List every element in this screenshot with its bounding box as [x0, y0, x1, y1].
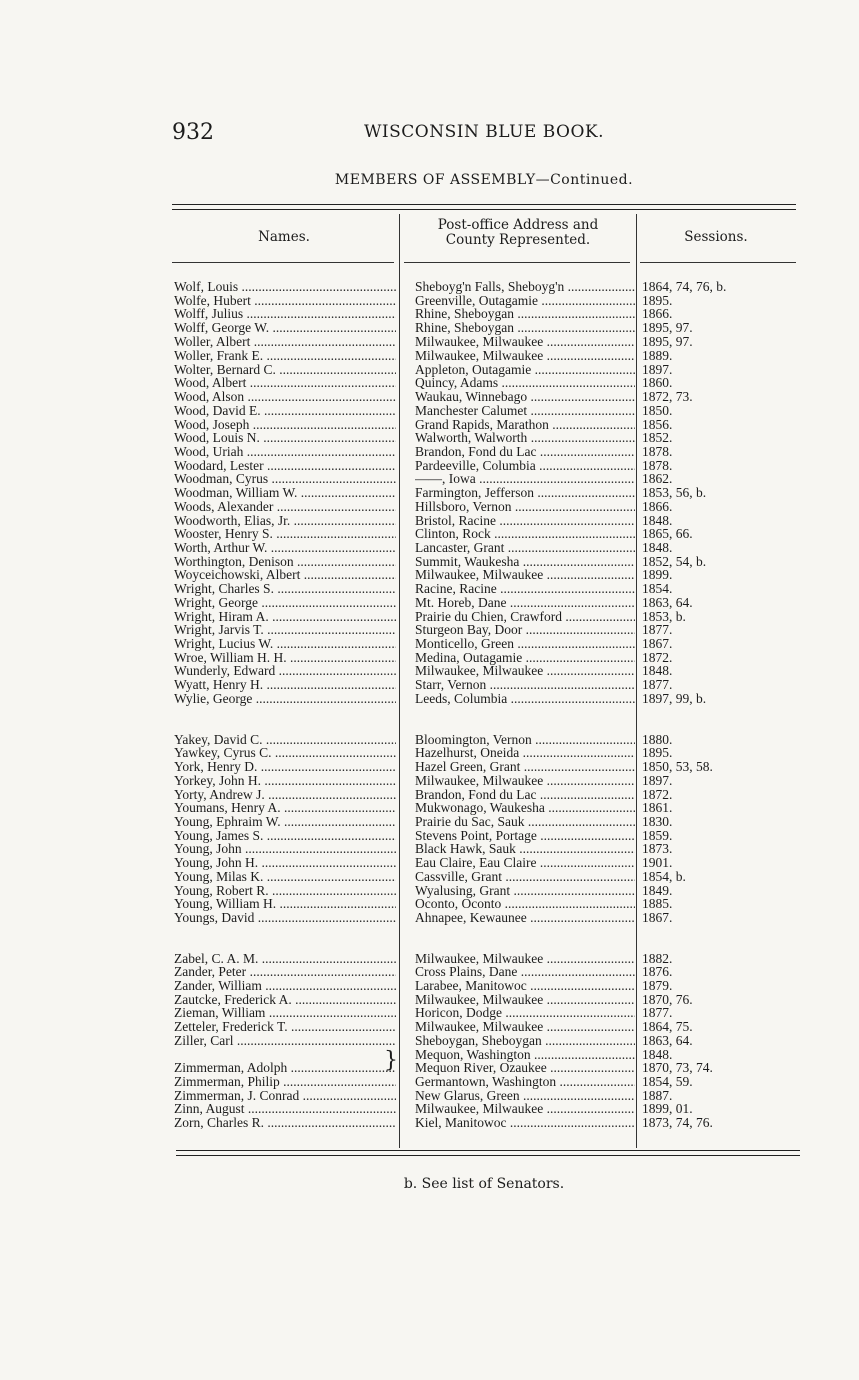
table-row — [0, 555, 859, 569]
member-address: Hillsboro, Vernon ..... — [415, 500, 635, 514]
member-sessions: 1897, 99, b. — [642, 692, 707, 706]
member-name: Zetteler, Frederick T. ..... — [174, 1020, 396, 1034]
member-name: Zimmerman, J. Conrad ..... — [174, 1089, 396, 1103]
member-sessions: 1899. — [642, 568, 673, 582]
table-row — [0, 829, 859, 843]
member-address: Monticello, Green ..... — [415, 637, 635, 651]
member-sessions: 1895. — [642, 746, 673, 760]
member-address: Medina, Outagamie ..... — [415, 651, 635, 665]
member-name: Wunderly, Edward ..... — [174, 664, 396, 678]
member-sessions: 1873. — [642, 842, 673, 856]
table-row — [0, 321, 859, 335]
table-row — [0, 979, 859, 993]
table-row — [0, 884, 859, 898]
member-address: Lancaster, Grant ..... — [415, 541, 635, 555]
member-address: Milwaukee, Milwaukee ..... — [415, 664, 635, 678]
table-row — [0, 733, 859, 747]
member-sessions: 1895, 97. — [642, 321, 693, 335]
member-name: Wyatt, Henry H. ..... — [174, 678, 396, 692]
table-row — [0, 1089, 859, 1103]
table-row — [0, 445, 859, 459]
member-name: Wright, Hiram A. ..... — [174, 610, 396, 624]
member-sessions: 1848. — [642, 541, 673, 555]
member-sessions: 1901. — [642, 856, 673, 870]
member-name: Zieman, William ..... — [174, 1006, 396, 1020]
member-sessions: 1862. — [642, 472, 673, 486]
column-header-address — [402, 218, 634, 248]
member-address: Farmington, Jefferson ..... — [415, 486, 635, 500]
member-name: Zabel, C. A. M. ..... — [174, 952, 396, 966]
member-address: Hazel Green, Grant ..... — [415, 760, 635, 774]
member-address: Brandon, Fond du Lac ..... — [415, 445, 635, 459]
member-sessions: 1897. — [642, 774, 673, 788]
brace-icon: } — [384, 1048, 398, 1073]
member-address: Quincy, Adams ..... — [415, 376, 635, 390]
member-address: Waukau, Winnebago ..... — [415, 390, 635, 404]
member-address: Milwaukee, Milwaukee ..... — [415, 993, 635, 1007]
member-address: Larabee, Manitowoc ..... — [415, 979, 635, 993]
member-sessions: 1870, 76. — [642, 993, 693, 1007]
member-address: Eau Claire, Eau Claire ..... — [415, 856, 635, 870]
member-address: Germantown, Washington ..... — [415, 1075, 635, 1089]
table-row — [0, 459, 859, 473]
member-sessions: 1873, 74, 76. — [642, 1116, 713, 1130]
member-sessions: 1866. — [642, 500, 673, 514]
column-header-address-line2: County Represented. — [445, 232, 591, 248]
member-sessions: 1863, 64. — [642, 1034, 693, 1048]
member-address: Milwaukee, Milwaukee ..... — [415, 568, 635, 582]
table-row — [0, 431, 859, 445]
table-row — [0, 349, 859, 363]
table-row — [0, 280, 859, 294]
member-name: Zinn, August ..... — [174, 1102, 396, 1116]
member-sessions: 1872. — [642, 788, 673, 802]
table-row — [0, 993, 859, 1007]
member-name: Wylie, George ..... — [174, 692, 396, 706]
table-row — [0, 760, 859, 774]
member-sessions: 1830. — [642, 815, 673, 829]
member-name: Wright, Charles S. ..... — [174, 582, 396, 596]
member-address: Prairie du Sac, Sauk ..... — [415, 815, 635, 829]
table-row — [0, 952, 859, 966]
member-name: Woyceichowski, Albert ..... — [174, 568, 396, 582]
table-row — [0, 623, 859, 637]
table-row — [0, 376, 859, 390]
member-sessions: 1848. — [642, 1048, 673, 1062]
member-name: Youmans, Henry A. ..... — [174, 801, 396, 815]
table-row — [0, 596, 859, 610]
member-address: Wyalusing, Grant ..... — [415, 884, 635, 898]
column-header-names: Names. — [258, 229, 310, 245]
member-name: Woodman, Cyrus ..... — [174, 472, 396, 486]
member-name: Wood, Alson ..... — [174, 390, 396, 404]
table-row — [0, 664, 859, 678]
member-name: Woodworth, Elias, Jr. ..... — [174, 514, 396, 528]
table-row — [0, 541, 859, 555]
member-name: Yorty, Andrew J. ..... — [174, 788, 396, 802]
member-address: Starr, Vernon ..... — [415, 678, 635, 692]
table-row — [0, 500, 859, 514]
member-sessions: 1856. — [642, 418, 673, 432]
member-name: Zander, William ..... — [174, 979, 396, 993]
table-row — [0, 815, 859, 829]
table-row — [0, 363, 859, 377]
member-name: Wolf, Louis ..... — [174, 280, 396, 294]
member-name: Worth, Arthur W. ..... — [174, 541, 396, 555]
member-name: Wolter, Bernard C. ..... — [174, 363, 396, 377]
member-sessions: 1853, b. — [642, 610, 686, 624]
member-sessions: 1852. — [642, 431, 673, 445]
member-name: Yawkey, Cyrus C. ..... — [174, 746, 396, 760]
book-title: WISCONSIN BLUE BOOK. — [363, 122, 605, 142]
member-address: Prairie du Chien, Crawford ..... — [415, 610, 635, 624]
member-address: Leeds, Columbia ..... — [415, 692, 635, 706]
table-row — [0, 1075, 859, 1089]
member-address: Bloomington, Vernon ..... — [415, 733, 635, 747]
member-address: Cassville, Grant ..... — [415, 870, 635, 884]
member-sessions: 1850, 53, 58. — [642, 760, 713, 774]
member-address: Sturgeon Bay, Door ..... — [415, 623, 635, 637]
member-address: Bristol, Racine ..... — [415, 514, 635, 528]
member-name: Woller, Albert ..... — [174, 335, 396, 349]
member-address: Pardeeville, Columbia ..... — [415, 459, 635, 473]
top-rule — [172, 204, 796, 205]
table-row — [0, 568, 859, 582]
table-row — [0, 678, 859, 692]
member-name: Yakey, David C. ..... — [174, 733, 396, 747]
member-address: Kiel, Manitowoc ..... — [415, 1116, 635, 1130]
member-sessions: 1864, 74, 76, b. — [642, 280, 727, 294]
member-address: Milwaukee, Milwaukee ..... — [415, 1102, 635, 1116]
member-sessions: 1854, b. — [642, 870, 686, 884]
member-sessions: 1861. — [642, 801, 673, 815]
member-name: Woodman, William W. ..... — [174, 486, 396, 500]
member-name: York, Henry D. ..... — [174, 760, 396, 774]
member-address: ——, Iowa ..... — [415, 472, 635, 486]
member-address: Rhine, Sheboygan ..... — [415, 307, 635, 321]
table-row — [0, 307, 859, 321]
member-name: Youngs, David ..... — [174, 911, 396, 925]
member-sessions: 1854, 59. — [642, 1075, 693, 1089]
member-name: Wood, Louis N. ..... — [174, 431, 396, 445]
member-address: Hazelhurst, Oneida ..... — [415, 746, 635, 760]
member-sessions: 1889. — [642, 349, 673, 363]
member-name: Woods, Alexander ..... — [174, 500, 396, 514]
member-sessions: 1870, 73, 74. — [642, 1061, 713, 1075]
member-sessions: 1878. — [642, 459, 673, 473]
member-name: Young, Milas K. ..... — [174, 870, 396, 884]
member-sessions: 1865, 66. — [642, 527, 693, 541]
member-sessions: 1863, 64. — [642, 596, 693, 610]
table-row — [0, 390, 859, 404]
member-sessions: 1887. — [642, 1089, 673, 1103]
table-row — [0, 774, 859, 788]
member-name: Wright, George ..... — [174, 596, 396, 610]
member-address: Sheboygan, Sheboygan ..... — [415, 1034, 635, 1048]
member-sessions: 1876. — [642, 965, 673, 979]
member-address: Rhine, Sheboygan ..... — [415, 321, 635, 335]
page-number: 932 — [172, 120, 214, 145]
member-sessions: 1848. — [642, 664, 673, 678]
member-address: Greenville, Outagamie ..... — [415, 294, 635, 308]
page-header — [172, 120, 796, 144]
member-name: Young, Ephraim W. ..... — [174, 815, 396, 829]
table-row — [0, 965, 859, 979]
table-row — [0, 610, 859, 624]
member-name: Zorn, Charles R. ..... — [174, 1116, 396, 1130]
member-address: Milwaukee, Milwaukee ..... — [415, 774, 635, 788]
member-sessions: 1872. — [642, 651, 673, 665]
member-name: Young, John ..... — [174, 842, 396, 856]
member-name: Young, John H. ..... — [174, 856, 396, 870]
member-name: Zander, Peter ..... — [174, 965, 396, 979]
member-sessions: 1848. — [642, 514, 673, 528]
member-name: Wood, Joseph ..... — [174, 418, 396, 432]
table-row — [0, 1102, 859, 1116]
member-name: Wroe, William H. H. ..... — [174, 651, 396, 665]
member-name: Woller, Frank E. ..... — [174, 349, 396, 363]
member-sessions: 1877. — [642, 678, 673, 692]
table-row — [0, 692, 859, 706]
member-address: Walworth, Walworth ..... — [415, 431, 635, 445]
header-underline-address — [404, 262, 630, 263]
table-row — [0, 746, 859, 760]
member-sessions: 1849. — [642, 884, 673, 898]
member-sessions: 1864, 75. — [642, 1020, 693, 1034]
member-address: Manchester Calumet ..... — [415, 404, 635, 418]
member-sessions: 1879. — [642, 979, 673, 993]
table-row — [0, 1034, 859, 1048]
member-name: Young, William H. ..... — [174, 897, 396, 911]
member-sessions: 1872, 73. — [642, 390, 693, 404]
member-name: Wolfe, Hubert ..... — [174, 294, 396, 308]
table-row — [0, 842, 859, 856]
table-row — [0, 856, 859, 870]
member-sessions: 1899, 01. — [642, 1102, 693, 1116]
member-address: Milwaukee, Milwaukee ..... — [415, 952, 635, 966]
member-address: Ahnapee, Kewaunee ..... — [415, 911, 635, 925]
member-sessions: 1895, 97. — [642, 335, 693, 349]
member-address: Mequon River, Ozaukee ..... — [415, 1061, 635, 1075]
member-address: Racine, Racine ..... — [415, 582, 635, 596]
table-row — [0, 1006, 859, 1020]
table-row — [0, 486, 859, 500]
member-name: Worthington, Denison ..... — [174, 555, 396, 569]
member-sessions: 1852, 54, b. — [642, 555, 707, 569]
member-address: Stevens Point, Portage ..... — [415, 829, 635, 843]
table-row — [0, 472, 859, 486]
member-sessions: 1859. — [642, 829, 673, 843]
member-sessions: 1880. — [642, 733, 673, 747]
table-row — [0, 651, 859, 665]
table-row — [0, 897, 859, 911]
member-name: Young, Robert R. ..... — [174, 884, 396, 898]
member-address: Brandon, Fond du Lac ..... — [415, 788, 635, 802]
table-row — [0, 911, 859, 925]
table-row — [0, 582, 859, 596]
member-name: Wolff, Julius ..... — [174, 307, 396, 321]
table-row — [0, 1116, 859, 1130]
member-sessions: 1882. — [642, 952, 673, 966]
table-row — [0, 418, 859, 432]
member-address: Milwaukee, Milwaukee ..... — [415, 349, 635, 363]
header-underline-names — [172, 262, 394, 263]
member-name: Ziller, Carl ..... — [174, 1034, 396, 1048]
table-row — [0, 514, 859, 528]
table-row — [0, 1061, 859, 1075]
member-name: Zimmerman, Adolph ..... — [174, 1061, 396, 1075]
top-rule-thin — [172, 209, 796, 210]
bottom-rule-thin — [176, 1155, 800, 1156]
member-address: Milwaukee, Milwaukee ..... — [415, 335, 635, 349]
member-sessions: 1850. — [642, 404, 673, 418]
table-row — [0, 870, 859, 884]
bottom-rule — [176, 1150, 800, 1151]
member-address: Summit, Waukesha ..... — [415, 555, 635, 569]
member-sessions: 1878. — [642, 445, 673, 459]
member-name: Wright, Lucius W. ..... — [174, 637, 396, 651]
member-name: Wolff, George W. ..... — [174, 321, 396, 335]
member-name: Wood, David E. ..... — [174, 404, 396, 418]
member-address: Oconto, Oconto ..... — [415, 897, 635, 911]
table-row — [0, 294, 859, 308]
member-address: Sheboyg'n Falls, Sheboyg'n ..... — [415, 280, 635, 294]
table-row — [0, 801, 859, 815]
member-sessions: 1867. — [642, 637, 673, 651]
header-underline-sessions — [640, 262, 796, 263]
member-address: Milwaukee, Milwaukee ..... — [415, 1020, 635, 1034]
member-address: Mukwonago, Waukesha ..... — [415, 801, 635, 815]
member-address: Mequon, Washington ..... — [415, 1048, 635, 1062]
table-row — [0, 335, 859, 349]
member-sessions: 1860. — [642, 376, 673, 390]
column-header-address-line1: Post-office Address and — [437, 217, 599, 233]
member-address: Black Hawk, Sauk ..... — [415, 842, 635, 856]
member-sessions: 1853, 56, b. — [642, 486, 707, 500]
member-address: Cross Plains, Dane ..... — [415, 965, 635, 979]
member-name: Wood, Uriah ..... — [174, 445, 396, 459]
member-name: Young, James S. ..... — [174, 829, 396, 843]
member-address: Horicon, Dodge ..... — [415, 1006, 635, 1020]
member-sessions: 1854. — [642, 582, 673, 596]
member-sessions: 1885. — [642, 897, 673, 911]
table-row — [0, 404, 859, 418]
member-name: Zautcke, Frederick A. ..... — [174, 993, 396, 1007]
column-header-sessions: Sessions. — [684, 229, 748, 245]
member-address: Clinton, Rock ..... — [415, 527, 635, 541]
member-name: Yorkey, John H. ..... — [174, 774, 396, 788]
member-address: Grand Rapids, Marathon ..... — [415, 418, 635, 432]
member-name: Wright, Jarvis T. ..... — [174, 623, 396, 637]
table-row — [0, 637, 859, 651]
member-sessions: 1895. — [642, 294, 673, 308]
member-sessions: 1866. — [642, 307, 673, 321]
member-address: Mt. Horeb, Dane ..... — [415, 596, 635, 610]
footnote: b. See list of Senators. — [403, 1176, 565, 1192]
member-name: Woodard, Lester ..... — [174, 459, 396, 473]
table-row — [0, 1020, 859, 1034]
member-sessions: 1877. — [642, 1006, 673, 1020]
member-name: Wooster, Henry S. ..... — [174, 527, 396, 541]
table-row — [0, 788, 859, 802]
member-sessions: 1897. — [642, 363, 673, 377]
section-subtitle: MEMBERS OF ASSEMBLY—Continued. — [334, 172, 634, 188]
member-name: Zimmerman, Philip ..... — [174, 1075, 396, 1089]
table-row — [0, 1048, 859, 1062]
member-name: Wood, Albert ..... — [174, 376, 396, 390]
table-row — [0, 527, 859, 541]
member-sessions: 1877. — [642, 623, 673, 637]
member-address: Appleton, Outagamie ..... — [415, 363, 635, 377]
member-address: New Glarus, Green ..... — [415, 1089, 635, 1103]
member-sessions: 1867. — [642, 911, 673, 925]
